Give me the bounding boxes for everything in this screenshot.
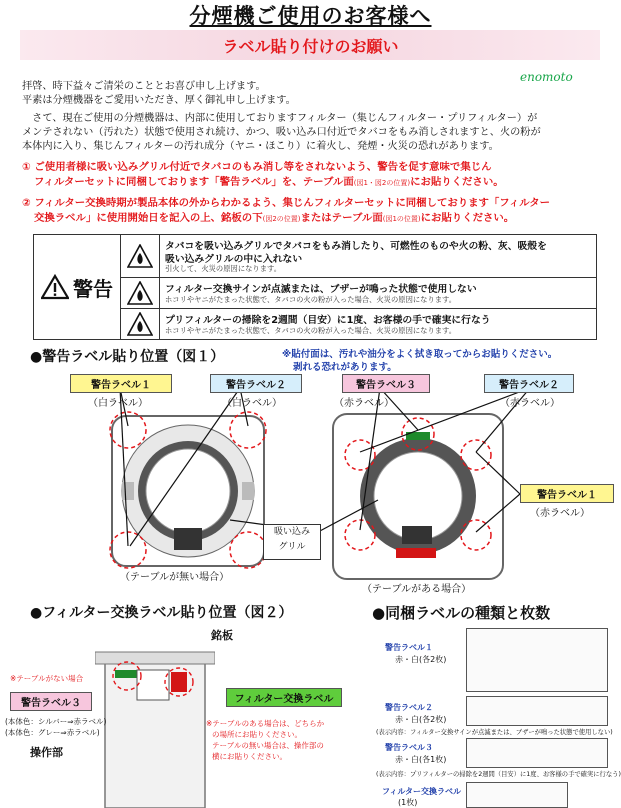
caption-no-table: （テーブルが無い場合） xyxy=(120,572,230,583)
label-caption: （白ラベル） xyxy=(88,398,148,409)
warning-row: プリフィルターの掃除を2週間（目安）に1度、お客様の手で確実に行なう ホコリやヤニがたまった状態で、タバコの火の粉が入った場合、火災の原因になります。 xyxy=(121,309,596,339)
note-1-line1: ① ご使用者様に吸い込みグリル付近でタバコのもみ消し等をされないよう、警告を促す意味で集じん xyxy=(22,161,492,173)
fig1-heading: ●警告ラベル貼り位置（図１） xyxy=(30,349,225,365)
bundle-item-name: フィルター交換ラベル xyxy=(382,787,462,796)
bundle-item-name: 警告ラベル１ xyxy=(385,643,433,652)
label-tag-warning1: 警告ラベル１ xyxy=(70,374,172,393)
bundle-item-qty: 赤・白(各2枚) xyxy=(395,655,447,664)
bundle-item-qty: 赤・白(各1枚) xyxy=(395,755,447,764)
note-2-line2: 交換ラベル」に使用開始日を記入の上、銘板の下(図2の位置)またはテーブル面(図1の位置)にお貼りください。 xyxy=(34,212,515,224)
table-note: テーブルの無い場合は、操作部の xyxy=(212,741,324,750)
note-1-line2: フィルターセットに同梱しております「警告ラベル」を、テーブル面(図1・図2の位置)にお貼りください。 xyxy=(34,176,504,188)
label-sample-thumbnail xyxy=(466,738,608,768)
label-sample-thumbnail xyxy=(466,696,608,726)
intro-line: メンテされない（汚れた）状態で使用され続け、かつ、吸い込み口付近でタバコをもみ消しされますと、火の粉が xyxy=(22,127,541,138)
fire-warning-icon xyxy=(121,278,160,308)
body-color-note: (本体色：シルバー⇒赤ラベル) xyxy=(5,717,107,726)
page-title: 分煙機ご使用のお客様へ xyxy=(189,4,432,28)
bundle-item-qty: (1枚) xyxy=(398,798,418,807)
fig2-heading: ●フィルター交換ラベル貼り位置（図２） xyxy=(30,605,293,621)
warning-row: タバコを吸い込みグリルでタバコをもみ消したり、可燃性のものや火の粉、灰、吸殻を 吸い込みグリルの中に入れない 引火して、火災の原因になります。 xyxy=(121,235,596,278)
label-tag-warning1: 警告ラベル１ xyxy=(520,484,614,503)
label-caption: （赤ラベル） xyxy=(530,508,590,519)
intro-line: 本体内に入り、集じんフィルターの汚れ成分（ヤニ・ほこり）に着火し、発煙・火災の恐れがあります。 xyxy=(22,141,499,152)
bundle-item-qty: 赤・白(各2枚) xyxy=(395,715,447,724)
table-note: 横にお貼りください。 xyxy=(212,752,287,761)
label-tag-warning3: 警告ラベル３ xyxy=(10,692,92,711)
label-caption: （赤ラベル） xyxy=(334,398,394,409)
intro-line: さて、現在ご使用の分煙機器は、内部に使用しておりますフィルター（集じんフィルター・プリフィルター）が xyxy=(22,113,538,124)
table-note: ※テーブルのある場合は、どちらか xyxy=(206,719,325,728)
fig1-note: ※貼付面は、汚れや油分をよく拭き取ってからお貼りください。 xyxy=(282,349,558,360)
intro-line: 平素は分煙機器をご愛用いただき、厚く御礼申し上げます。 xyxy=(22,95,296,106)
table-note: の場所にお貼りください。 xyxy=(212,730,302,739)
fire-warning-icon xyxy=(121,235,160,277)
warning-row: フィルター交換サインが点滅または、ブザーが鳴った状態で使用しない ホコリやヤニがたまった状態で、タバコの火の粉が入った場合、火災の原因になります。 xyxy=(121,278,596,309)
fire-warning-icon xyxy=(121,309,160,339)
warning-heading: 警告 xyxy=(34,235,121,339)
bundle-item-desc: (表示内容：プリフィルターの掃除を2週間（目安）に1度、お客様の手で確実に行なう) xyxy=(376,771,621,778)
label-tag-warning3: 警告ラベル３ xyxy=(342,374,430,393)
intro-line: 拝啓、時下益々ご清栄のこととお喜び申し上げます。 xyxy=(22,81,266,92)
brand-logo: enomoto xyxy=(520,70,573,84)
filter-change-label-tag: フィルター交換ラベル xyxy=(226,688,342,707)
grille-label: 吸い込み グリル xyxy=(263,524,321,560)
fig2-drawing xyxy=(95,642,215,808)
label-sample-thumbnail xyxy=(466,628,608,692)
warning-box xyxy=(33,234,597,340)
bundle-item-name: 警告ラベル２ xyxy=(385,703,433,712)
label-tag-warning2: 警告ラベル２ xyxy=(210,374,302,393)
bundle-item-desc: (表示内容：フィルター交換サインが点滅または、ブザーが鳴った状態で使用しない) xyxy=(376,729,613,736)
control-panel-label: 操作部 xyxy=(30,746,63,759)
label-caption: （白ラベル） xyxy=(222,398,282,409)
fig1-note: 剥れる恐れがあります。 xyxy=(293,362,397,373)
body-color-note: (本体色：グレー⇒赤ラベル) xyxy=(5,728,100,737)
bundle-heading: ●同梱ラベルの種類と枚数 xyxy=(372,604,551,622)
nameplate-label: 銘板 xyxy=(211,629,233,642)
label-caption: （赤ラベル） xyxy=(500,398,560,409)
warning-triangle-icon xyxy=(41,274,69,300)
label-tag-warning2: 警告ラベル２ xyxy=(484,374,574,393)
note-2-line1: ② フィルター交換時期が製品本体の外からわかるよう、集じんフィルターセットに同梱しております「フィルター xyxy=(22,197,550,209)
no-table-note: ※テーブルがない場合 xyxy=(10,674,84,683)
bundle-item-name: 警告ラベル３ xyxy=(385,743,433,752)
caption-table: （テーブルがある場合） xyxy=(362,584,472,595)
label-sample-thumbnail xyxy=(466,782,568,808)
page-subtitle: ラベル貼り付けのお願い xyxy=(222,37,399,56)
